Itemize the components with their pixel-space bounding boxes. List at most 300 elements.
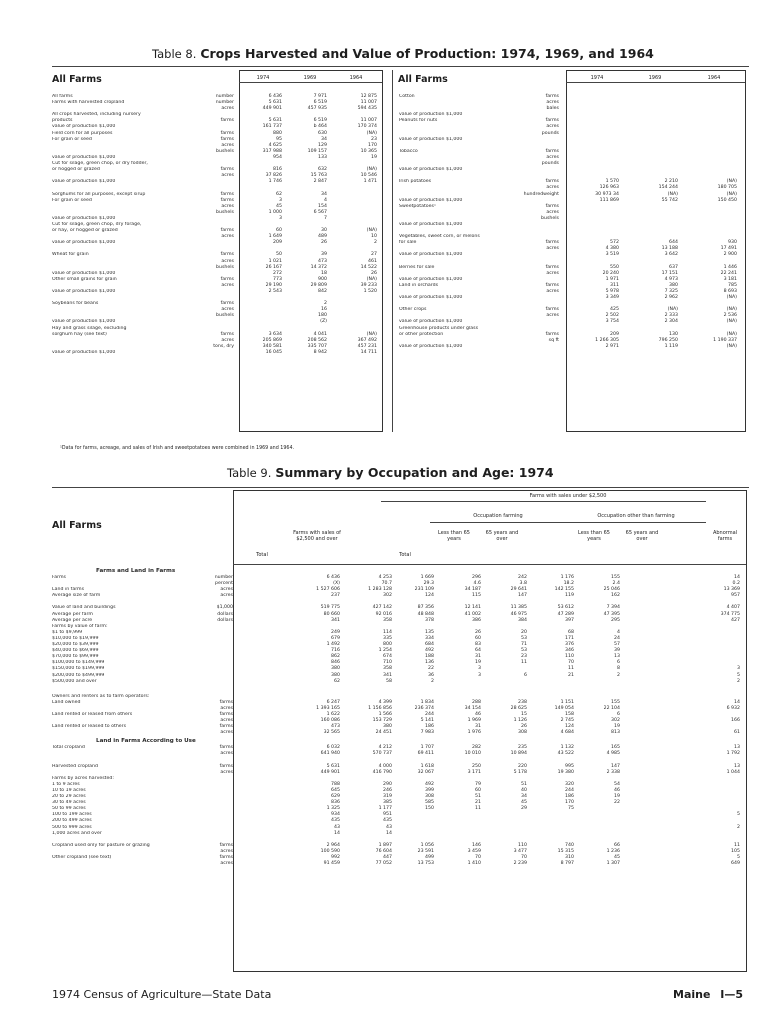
row-value: 341: [331, 617, 340, 623]
row-label: Average per farm: [52, 611, 93, 617]
row-value: 385: [383, 800, 392, 806]
row-value: 272: [273, 270, 282, 276]
row-value: 399: [425, 788, 434, 793]
row-unit: farms: [219, 763, 233, 769]
row-value: 3: [478, 672, 481, 678]
row-value: 374 775: [720, 611, 740, 617]
row-value: 4 399: [378, 699, 392, 705]
row-value: 62: [334, 678, 340, 684]
row-value: 435: [331, 818, 340, 824]
row-label: 500 to 999 acres: [52, 824, 92, 830]
row-unit: acres: [221, 203, 234, 209]
row-value: 10: [371, 234, 377, 240]
row-value: 155: [611, 699, 620, 705]
row-unit: acres: [546, 313, 559, 319]
row-value: 1 520: [363, 289, 377, 294]
row-value: 109 157: [307, 148, 327, 154]
row-value: 1 746: [268, 179, 282, 185]
row-value: 45: [614, 855, 620, 861]
row-value: 69 411: [417, 751, 434, 757]
table9-row: [52, 861, 745, 867]
row-label: Harvested cropland: [52, 763, 98, 769]
row-unit: farms: [545, 264, 559, 270]
row-unit: farms: [220, 130, 234, 136]
row-value: 384: [518, 617, 527, 623]
row-value: 18: [321, 270, 327, 276]
row-value: 1 792: [726, 751, 740, 757]
row-value: 53: [521, 648, 527, 654]
row-value: 1 492: [326, 642, 340, 648]
row-value: 6: [617, 660, 620, 666]
row-unit: acres: [221, 173, 234, 179]
row-value: 644: [669, 240, 678, 246]
row-unit: sq ft: [548, 337, 559, 343]
row-value: 380: [383, 724, 392, 730]
row-value: 282: [472, 745, 481, 751]
row-value: 19: [371, 154, 377, 160]
row-value: 630: [318, 130, 327, 136]
row-unit: bales: [546, 106, 559, 112]
row-value: 92 016: [375, 611, 392, 617]
row-value: 2 745: [560, 718, 574, 724]
row-unit: farms: [220, 252, 234, 258]
row-value: 22 104: [603, 705, 620, 711]
row-value: 39: [614, 648, 620, 654]
row-value: 5 141: [420, 718, 434, 724]
row-value: 2: [324, 301, 327, 307]
row-value: 1 126: [513, 718, 527, 724]
row-value: 957: [731, 593, 740, 599]
row-value: 3: [279, 197, 282, 203]
row-value: 147: [611, 763, 620, 769]
row-unit: acres: [221, 337, 234, 343]
row-value: 7 325: [664, 289, 678, 294]
row-label: value of production $1,000: [399, 136, 463, 142]
row-value: 1 056: [420, 842, 434, 848]
row-value: 11: [521, 660, 527, 666]
row-value: 105: [731, 848, 740, 854]
row-value: 1 021: [268, 258, 282, 264]
row-label: Cut for silage, green chop, dry forage,: [52, 221, 142, 227]
row-value: 572: [610, 240, 619, 246]
row-label: $40,000 to $69,999: [52, 648, 99, 654]
row-value: b 464: [313, 124, 327, 130]
row-value: 11 007: [360, 100, 377, 106]
row-value: 6 519: [313, 118, 327, 124]
row-value: 5 631: [268, 118, 282, 124]
row-unit: dollars: [217, 617, 233, 623]
row-value: 1 190 337: [713, 337, 737, 343]
row-value: 180 705: [717, 185, 737, 191]
row-value: 39 233: [360, 282, 377, 288]
row-value: 75: [568, 806, 574, 812]
row-value: 295: [611, 617, 620, 623]
row-label: Other cropland (see text): [52, 855, 112, 861]
row-value: 15 763: [310, 173, 327, 179]
row-label: value of production $1,000: [399, 252, 463, 258]
row-value: 147: [518, 593, 527, 599]
row-unit: bushels: [216, 148, 234, 154]
row-value: 87 356: [417, 605, 434, 611]
row-value: 64: [475, 648, 481, 654]
row-value: 457 935: [307, 106, 327, 112]
row-value: 91 459: [323, 861, 340, 867]
row-value: 30 973 34: [595, 191, 619, 197]
row-value: 2: [374, 240, 377, 246]
row-value: 1 254: [378, 648, 392, 654]
row-label: value of production $1,000: [52, 289, 116, 294]
row-value: (NA): [726, 331, 737, 337]
row-value: 45: [521, 800, 527, 806]
row-value: 3 642: [664, 252, 678, 258]
row-unit: acres: [546, 124, 559, 130]
table9-section-0: [52, 566, 745, 575]
row-value: 3 459: [467, 848, 481, 854]
row-value: 641 940: [320, 751, 340, 757]
row-value: 186: [565, 794, 574, 800]
row-value: 66: [614, 842, 620, 848]
row-value: 1 527 606: [316, 587, 340, 593]
row-value: 710: [383, 660, 392, 666]
row-value: 4: [324, 197, 327, 203]
row-value: 34 187: [464, 587, 481, 593]
row-label: Land rented or leased to others: [52, 724, 127, 730]
row-label: Farms: [52, 575, 66, 580]
row-label: Value of land and buildings: [52, 605, 116, 611]
row-value: 114: [383, 629, 392, 635]
row-label: value of production $1,000: [52, 179, 116, 185]
row-value: 796 250: [658, 337, 678, 343]
row-value: 2 333: [664, 313, 678, 319]
row-label: Cut for silage, green chop, or dry fodder,: [52, 161, 148, 167]
row-label: Other small grains for grain: [52, 276, 117, 282]
row-value: 155: [611, 575, 620, 580]
row-value: 358: [383, 666, 392, 672]
row-value: 41 002: [464, 611, 481, 617]
row-value: 80 660: [323, 611, 340, 617]
row-value: 126 963: [599, 185, 619, 191]
row-value: 8: [617, 666, 620, 672]
row-value: 5: [737, 855, 740, 861]
row-value: 1 897: [378, 842, 392, 848]
row-value: 954: [273, 154, 282, 160]
row-value: 930: [728, 240, 737, 246]
row-label: Total cropland: [52, 745, 85, 751]
right-rows-41: [399, 344, 741, 350]
row-unit: farms: [219, 842, 233, 848]
row-value: 6 436: [268, 94, 282, 99]
row-value: 380: [669, 282, 678, 288]
row-value: 61: [734, 730, 740, 736]
row-value: 6 436: [326, 575, 340, 580]
row-value: 2 338: [606, 769, 620, 775]
row-value: 3 181: [723, 276, 737, 282]
row-value: (NA): [366, 167, 377, 173]
row-value: 130: [669, 331, 678, 337]
row-value: 1 283 128: [368, 587, 392, 593]
row-value: 788: [331, 781, 340, 787]
row-label: value of production $1,000: [52, 270, 116, 276]
row-value: 150 450: [717, 197, 737, 203]
row-value: 32 067: [417, 769, 434, 775]
row-value: 71: [521, 642, 527, 648]
row-value: 308: [425, 794, 434, 800]
row-value: 19: [614, 724, 620, 730]
row-label: value of production $1,000: [399, 221, 463, 227]
row-value: 449 901: [262, 106, 282, 112]
table9-group-header: Farms with sales under $2,500: [529, 493, 607, 499]
row-unit: acres: [220, 769, 233, 775]
row-value: 39: [321, 252, 327, 258]
row-unit: farms: [220, 197, 234, 203]
row-unit: farms: [545, 331, 559, 337]
row-value: 2: [431, 678, 434, 684]
row-value: 70: [568, 660, 574, 666]
table9-colhead-4: 65 years and over: [485, 530, 519, 542]
row-value: 24: [614, 635, 620, 641]
row-value: 3 349: [605, 295, 619, 301]
row-value: 425: [610, 307, 619, 313]
row-value: 26: [521, 724, 527, 730]
row-value: 10 894: [510, 751, 527, 757]
row-value: 34 154: [464, 705, 481, 711]
row-value: 951: [383, 812, 392, 818]
row-label: Cropland used only for pasture or grazing: [52, 842, 150, 848]
row-label: $20,000 to $39,999: [52, 642, 99, 648]
row-value: 6: [617, 711, 620, 717]
row-unit: farms: [545, 282, 559, 288]
row-value: 4 000: [378, 763, 392, 769]
row-unit: acres: [221, 258, 234, 264]
row-value: 34: [521, 794, 527, 800]
row-value: 16: [321, 307, 327, 313]
row-unit: acres: [220, 718, 233, 724]
row-value: 5 631: [326, 763, 340, 769]
row-label: value of production $1,000: [52, 215, 116, 221]
row-value: 170: [368, 142, 377, 148]
row-value: 6 247: [326, 699, 340, 705]
row-label: value of production $1,000: [399, 112, 463, 118]
t8-left-year-1: 1974: [256, 75, 270, 81]
row-value: 60: [475, 788, 481, 793]
row-unit: acres: [546, 270, 559, 276]
row-value: 14 711: [360, 349, 377, 355]
row-value: 70.7: [381, 581, 392, 587]
row-value: 6 932: [726, 705, 740, 711]
row-value: 15: [521, 711, 527, 717]
row-value: 2 502: [605, 313, 619, 319]
row-value: 1 132: [560, 745, 574, 751]
row-label: 30 to 49 acres: [52, 800, 86, 806]
row-value: 785: [728, 282, 737, 288]
row-value: 171: [565, 635, 574, 641]
row-value: 10 010: [464, 751, 481, 757]
row-unit: farms: [219, 711, 233, 717]
row-label: Peanuts for nuts: [399, 118, 438, 124]
row-value: 186: [425, 724, 434, 730]
row-unit: acres: [221, 282, 234, 288]
row-value: 154: [318, 203, 327, 209]
row-label: Wheat for grain: [52, 252, 89, 258]
row-value: (X): [333, 581, 340, 587]
row-value: 473: [331, 724, 340, 730]
row-value: 95: [276, 136, 282, 142]
row-value: 1 446: [723, 264, 737, 270]
row-value: 153 729: [372, 718, 392, 724]
row-value: 23: [371, 136, 377, 142]
row-value: 0.2: [732, 581, 740, 587]
row-value: 31: [475, 724, 481, 730]
row-label: For grain or seed: [52, 136, 92, 142]
table8-right-head-rule: [566, 82, 745, 83]
row-value: 11: [568, 666, 574, 672]
row-value: 5 978: [605, 289, 619, 294]
row-label: value of production $1,000: [52, 124, 116, 130]
row-value: 341: [383, 672, 392, 678]
row-value: 236 374: [414, 705, 434, 711]
row-unit: farms: [220, 331, 234, 337]
row-value: 22: [614, 800, 620, 806]
row-value: 2 536: [723, 313, 737, 319]
row-value: 1 669: [420, 575, 434, 580]
row-value: 3 519: [605, 252, 619, 258]
row-value: 2 971: [605, 343, 619, 349]
row-value: 45: [276, 203, 282, 209]
row-value: 2: [737, 678, 740, 684]
footer-state: Maine: [673, 988, 711, 1001]
table9-section-2: [52, 736, 745, 745]
row-value: 674: [383, 654, 392, 660]
row-value: 13: [734, 745, 740, 751]
row-value: 142 155: [554, 587, 574, 593]
table8-top-rule: [52, 66, 749, 67]
row-value: 21: [475, 800, 481, 806]
row-value: 51: [475, 794, 481, 800]
row-unit: bushels: [541, 215, 559, 221]
row-value: (NA): [366, 276, 377, 282]
table9-number: Table 9.: [227, 466, 272, 480]
row-unit: farms: [545, 307, 559, 313]
row-value: 34: [321, 191, 327, 197]
row-value: 334: [425, 635, 434, 641]
table9-header-rule: [233, 564, 746, 565]
row-value: 246: [383, 788, 392, 793]
row-value: 16 045: [265, 349, 282, 355]
table8-caption: [152, 46, 654, 61]
row-unit: acres: [220, 848, 233, 854]
row-label: value of production $1,000: [399, 319, 463, 325]
row-value: 60: [276, 228, 282, 234]
row-value: 70: [475, 855, 481, 861]
table9-colhead-1: Farms with sales of $2,500 and over: [293, 530, 341, 542]
row-value: 14: [734, 575, 740, 580]
row-label: For grain or seed: [52, 197, 92, 203]
table8-left-header: All Farms: [52, 74, 102, 85]
row-value: 110: [565, 654, 574, 660]
row-value: 2: [617, 672, 620, 678]
row-label: Soybeans for beans: [52, 301, 99, 307]
row-value: 550: [610, 264, 619, 270]
row-value: (NA): [726, 319, 737, 325]
row-unit: acres: [220, 593, 233, 599]
row-value: 1 177: [378, 806, 392, 812]
row-value: 311: [610, 282, 619, 288]
row-value: 288: [472, 699, 481, 705]
row-value: 19: [614, 794, 620, 800]
row-value: 62: [276, 191, 282, 197]
row-value: 21: [568, 672, 574, 678]
row-value: 26 167: [265, 264, 282, 270]
row-value: 209: [273, 240, 282, 246]
row-value: 13 188: [661, 246, 678, 252]
row-label: Sweetpotatoes¹: [399, 203, 436, 209]
row-unit: farms: [219, 724, 233, 730]
row-unit: farms: [545, 179, 559, 185]
row-value: 29: [521, 806, 527, 812]
row-value: (NA): [667, 191, 678, 197]
row-value: 1 707: [420, 745, 434, 751]
row-value: 335: [383, 635, 392, 641]
row-value: 679: [331, 635, 340, 641]
row-value: 220: [518, 763, 527, 769]
row-unit: farms: [220, 228, 234, 234]
row-label: $500,000 and over: [52, 678, 97, 684]
row-value: 427 142: [372, 605, 392, 611]
table9-body: [52, 566, 745, 867]
row-unit: acres: [221, 307, 234, 313]
row-value: (NA): [726, 179, 737, 185]
t8-right-year-3: 1964: [707, 75, 721, 81]
row-value: 5: [737, 672, 740, 678]
row-unit: bushels: [216, 209, 234, 215]
row-value: 4 985: [606, 751, 620, 757]
row-unit: acres: [220, 730, 233, 736]
row-value: 1 325: [326, 806, 340, 812]
row-value: 170: [565, 800, 574, 806]
row-value: 166: [731, 718, 740, 724]
row-value: 14 522: [360, 264, 377, 270]
row-value: 800: [383, 642, 392, 648]
row-label: Irish potatoes: [399, 179, 432, 185]
row-value: 30: [321, 228, 327, 234]
row-value: 68: [568, 629, 574, 635]
row-label: Average size of farm: [52, 593, 101, 599]
row-value: (NA): [366, 130, 377, 136]
row-label: value of production $1,000: [399, 343, 463, 349]
row-value: 79: [475, 781, 481, 787]
row-value: 1 044: [726, 769, 740, 775]
row-unit: acres: [546, 209, 559, 215]
table8-title: Crops Harvested and Value of Production: 1974, 1969, and 1964: [200, 46, 654, 61]
row-unit: acres: [546, 185, 559, 191]
row-value: 5 178: [513, 769, 527, 775]
row-value: 649: [731, 861, 740, 867]
row-value: 813: [611, 730, 620, 736]
row-label: $1 to $9,999: [52, 629, 83, 635]
row-label: Cotton: [399, 94, 415, 99]
row-label: Owners and renters as to farm operators:: [52, 693, 150, 699]
row-unit: number: [215, 100, 234, 106]
row-label: 100 to 199 acres: [52, 812, 92, 818]
row-value: 6 032: [326, 745, 340, 751]
row-label: Hay and grass silage, excluding: [52, 325, 127, 331]
row-value: 13: [734, 763, 740, 769]
row-unit: farms: [545, 203, 559, 209]
row-label: Vegetables, sweet corn, or melons: [399, 234, 480, 240]
row-value: 11: [475, 806, 481, 812]
row-unit: dollars: [217, 611, 233, 617]
row-value: 320: [565, 781, 574, 787]
